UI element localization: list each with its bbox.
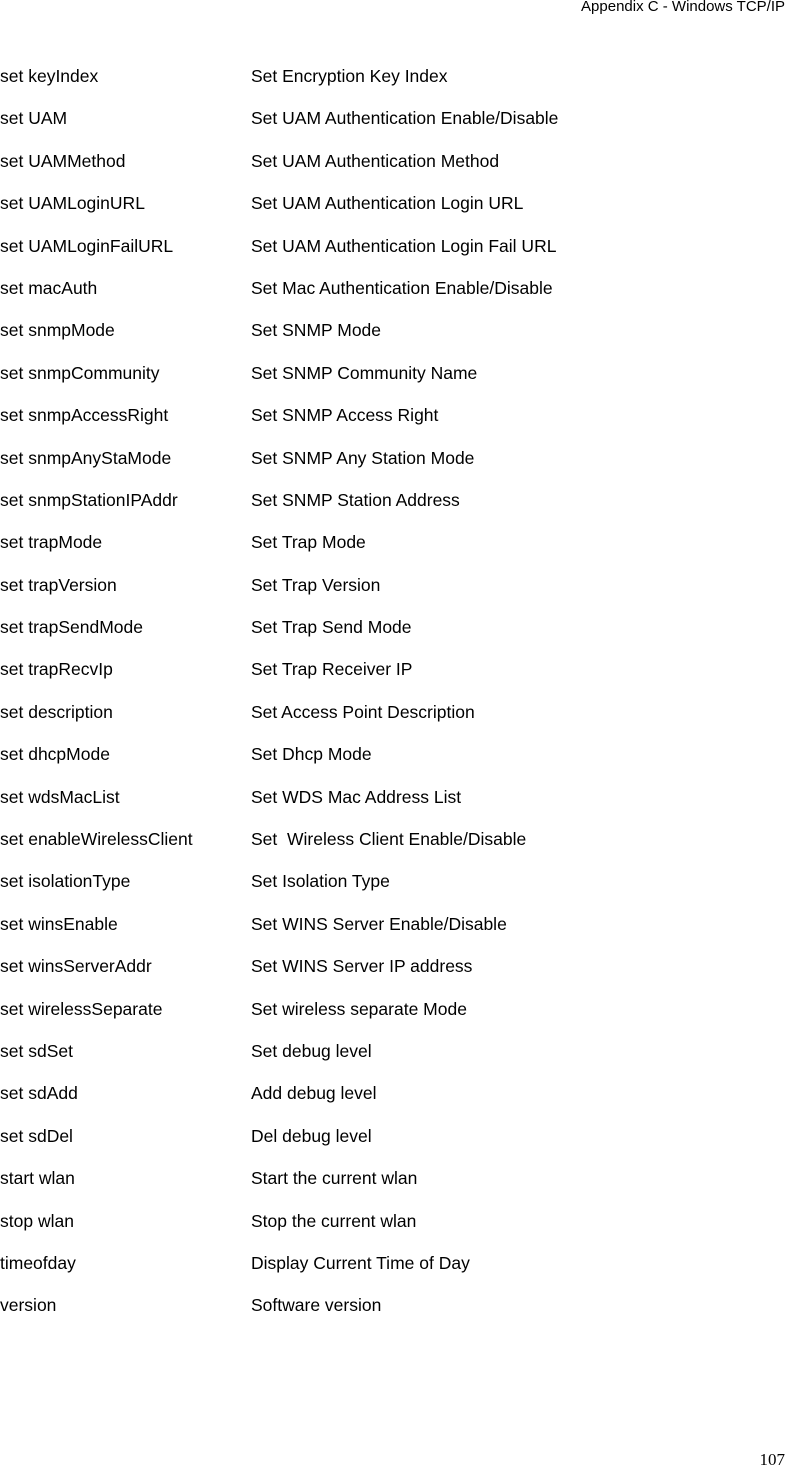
command-description: Set WDS Mac Address List — [251, 785, 461, 809]
table-row — [0, 1209, 785, 1251]
command-name: set winsServerAddr — [0, 954, 152, 978]
table-row — [0, 700, 785, 742]
command-name: set sdAdd — [0, 1081, 78, 1105]
command-description: Set Trap Version — [251, 573, 380, 597]
command-description: Set WINS Server IP address — [251, 954, 472, 978]
table-row — [0, 403, 785, 445]
table-row — [0, 64, 785, 106]
command-description: Set UAM Authentication Login Fail URL — [251, 234, 556, 258]
table-row — [0, 615, 785, 657]
command-name: set trapVersion — [0, 573, 117, 597]
table-row — [0, 1251, 785, 1293]
command-description: Set Trap Mode — [251, 530, 366, 554]
command-description: Set debug level — [251, 1039, 372, 1063]
table-row — [0, 488, 785, 530]
command-description: Display Current Time of Day — [251, 1251, 470, 1275]
command-name: set trapRecvIp — [0, 657, 113, 681]
command-name: set winsEnable — [0, 912, 118, 936]
table-row — [0, 191, 785, 233]
table-row — [0, 742, 785, 784]
table-row — [0, 657, 785, 699]
command-description: Set SNMP Station Address — [251, 488, 460, 512]
table-row — [0, 318, 785, 360]
command-name: set snmpStationIPAddr — [0, 488, 178, 512]
command-name: set wdsMacList — [0, 785, 120, 809]
page-number: 107 — [760, 1449, 785, 1471]
table-row — [0, 276, 785, 318]
command-name: set UAMLoginURL — [0, 191, 145, 215]
command-description: Set wireless separate Mode — [251, 997, 467, 1021]
command-description: Software version — [251, 1293, 381, 1317]
command-name: set isolationType — [0, 869, 130, 893]
command-name: set snmpAccessRight — [0, 403, 168, 427]
table-row — [0, 869, 785, 911]
command-name: set UAMMethod — [0, 149, 125, 173]
command-description: Set Trap Receiver IP — [251, 657, 412, 681]
command-description: Set WINS Server Enable/Disable — [251, 912, 507, 936]
command-name: set keyIndex — [0, 64, 98, 88]
table-row — [0, 361, 785, 403]
command-name: set dhcpMode — [0, 742, 110, 766]
command-description: Set UAM Authentication Login URL — [251, 191, 523, 215]
table-row — [0, 827, 785, 869]
table-row — [0, 954, 785, 996]
command-name: set description — [0, 700, 113, 724]
command-name: set macAuth — [0, 276, 97, 300]
command-name: stop wlan — [0, 1209, 74, 1233]
table-row — [0, 149, 785, 191]
command-description: Set UAM Authentication Enable/Disable — [251, 106, 558, 130]
table-row — [0, 530, 785, 572]
command-description: Set Isolation Type — [251, 869, 390, 893]
command-description: Set Encryption Key Index — [251, 64, 448, 88]
table-row — [0, 997, 785, 1039]
table-row — [0, 1166, 785, 1208]
command-description: Set Trap Send Mode — [251, 615, 412, 639]
command-name: set snmpMode — [0, 318, 115, 342]
command-description: Set Mac Authentication Enable/Disable — [251, 276, 553, 300]
command-name: set trapSendMode — [0, 615, 143, 639]
table-row — [0, 785, 785, 827]
command-description: Set UAM Authentication Method — [251, 149, 499, 173]
command-name: set snmpCommunity — [0, 361, 160, 385]
command-name: set sdDel — [0, 1124, 73, 1148]
command-description: Start the current wlan — [251, 1166, 417, 1190]
command-name: set UAM — [0, 106, 67, 130]
table-row — [0, 1124, 785, 1166]
command-name: version — [0, 1293, 56, 1317]
table-row — [0, 573, 785, 615]
command-name: start wlan — [0, 1166, 75, 1190]
command-name: set enableWirelessClient — [0, 827, 193, 851]
table-row — [0, 1039, 785, 1081]
table-row — [0, 234, 785, 276]
command-description: Set Wireless Client Enable/Disable — [251, 827, 526, 851]
table-row — [0, 912, 785, 954]
table-row — [0, 1293, 785, 1335]
command-description: Add debug level — [251, 1081, 377, 1105]
table-row — [0, 106, 785, 148]
command-name: set snmpAnyStaMode — [0, 446, 171, 470]
command-name: set wirelessSeparate — [0, 997, 162, 1021]
command-description: Stop the current wlan — [251, 1209, 416, 1233]
table-row — [0, 1081, 785, 1123]
command-description: Set SNMP Mode — [251, 318, 381, 342]
command-description: Set SNMP Community Name — [251, 361, 477, 385]
command-name: set trapMode — [0, 530, 102, 554]
command-description: Del debug level — [251, 1124, 372, 1148]
command-name: set sdSet — [0, 1039, 73, 1063]
command-name: timeofday — [0, 1251, 76, 1275]
table-row — [0, 446, 785, 488]
command-name: set UAMLoginFailURL — [0, 234, 173, 258]
command-table — [0, 64, 785, 1336]
command-description: Set Dhcp Mode — [251, 742, 372, 766]
command-description: Set SNMP Access Right — [251, 403, 438, 427]
command-description: Set Access Point Description — [251, 700, 475, 724]
command-description: Set SNMP Any Station Mode — [251, 446, 474, 470]
page-header: Appendix C - Windows TCP/IP — [581, 0, 785, 17]
